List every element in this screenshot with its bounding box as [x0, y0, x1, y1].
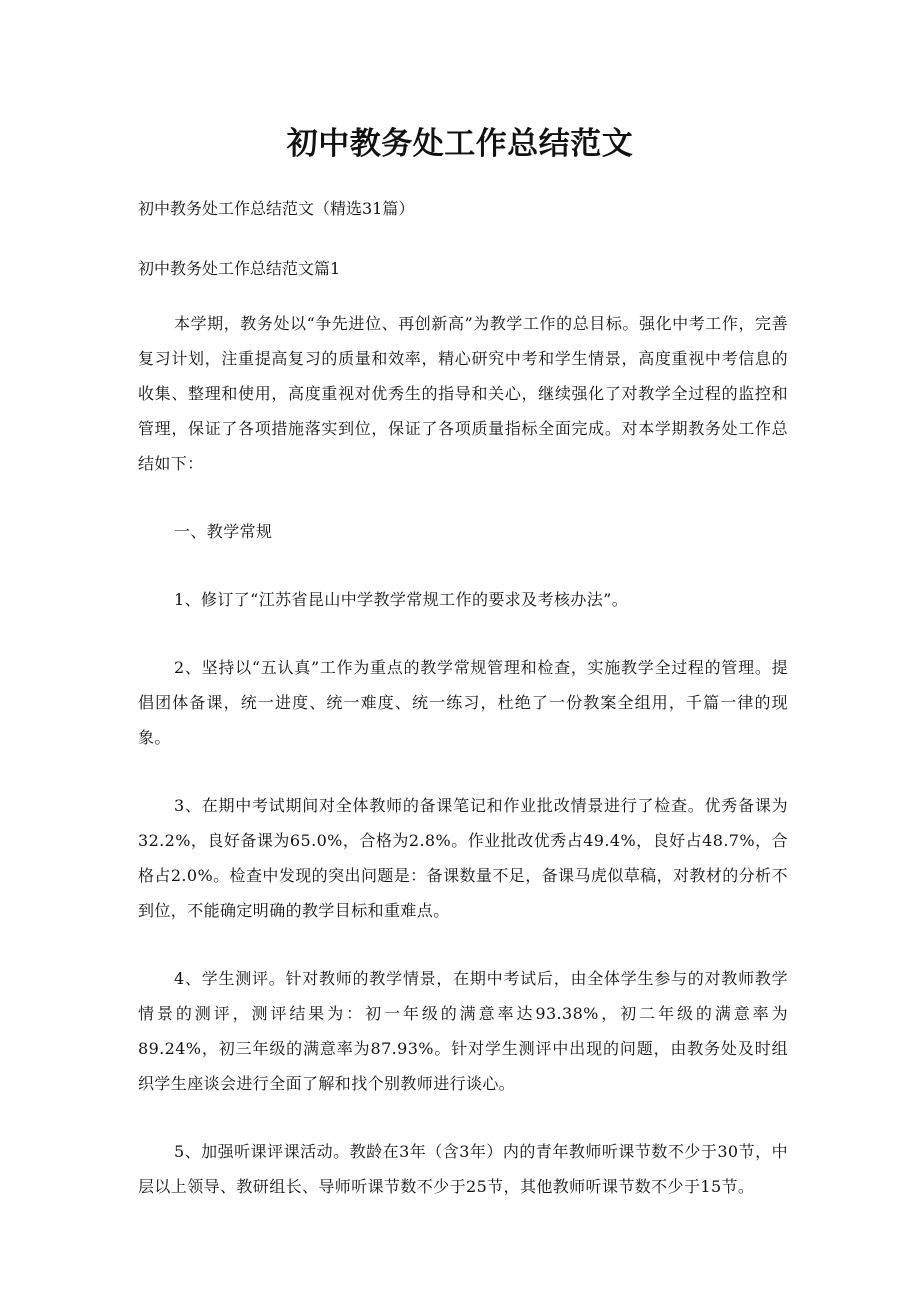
paragraph-intro: 本学期，教务处以“争先进位、再创新高”为教学工作的总目标。强化中考工作，完善复习计划，注重提高复习的质量和效率，精心研究中考和学生情景，高度重视中考信息的收集、整理和使用，高度重视对优秀生的指导和关心，继续强化了对教学全过程的监控和管理，保证了各项措施落实到位，保证了各项质量指标全面完成。对本学期教务处工作总结如下：	[138, 314, 788, 473]
paragraph-item-5: 5、加强听课评课活动。教龄在3年（含3年）内的青年教师听课节数不少于30节，中层以上领导、教研组长、导师听课节数不少于25节，其他教师听课节数不少于15节。	[138, 1142, 788, 1196]
paragraph-item-1: 1、修订了“江苏省昆山中学教学常规工作的要求及考核办法”。	[174, 590, 629, 609]
paragraph-item-4: 4、学生测评。针对教师的教学情景，在期中考试后，由全体学生参与的对教师教学情景的测评，测评结果为：初一年级的满意率达93.38%，初二年级的满意率为89.24%，初三年级的满意率为87.93%。针对学生测评中出现的问题，由教务处及时组织学生座谈会进行全面了解和找个别教师进行谈心。	[138, 969, 788, 1093]
paragraph-item-3: 3、在期中考试期间对全体教师的备课笔记和作业批改情景进行了检查。优秀备课为32.2%，良好备课为65.0%，合格为2.8%。作业批改优秀占49.4%，良好占48.7%，合格占2.0%。检查中发现的突出问题是：备课数量不足，备课马虎似草稿，对教材的分析不到位，不能确定明确的教学目标和重难点。	[138, 796, 788, 920]
paragraph-item-2: 2、坚持以“五认真”工作为重点的教学常规管理和检查，实施教学全过程的管理。提倡团体备课，统一进度、统一难度、统一练习，杜绝了一份教案全组用，千篇一律的现象。	[138, 658, 788, 747]
paragraph-heading-teaching-routine: 一、教学常规	[174, 522, 273, 541]
document-body	[138, 306, 788, 1237]
document-subtitle: 初中教务处工作总结范文（精选31篇）	[138, 199, 415, 218]
page-title: 初中教务处工作总结范文	[286, 126, 634, 162]
section-heading: 初中教务处工作总结范文篇1	[138, 259, 341, 278]
